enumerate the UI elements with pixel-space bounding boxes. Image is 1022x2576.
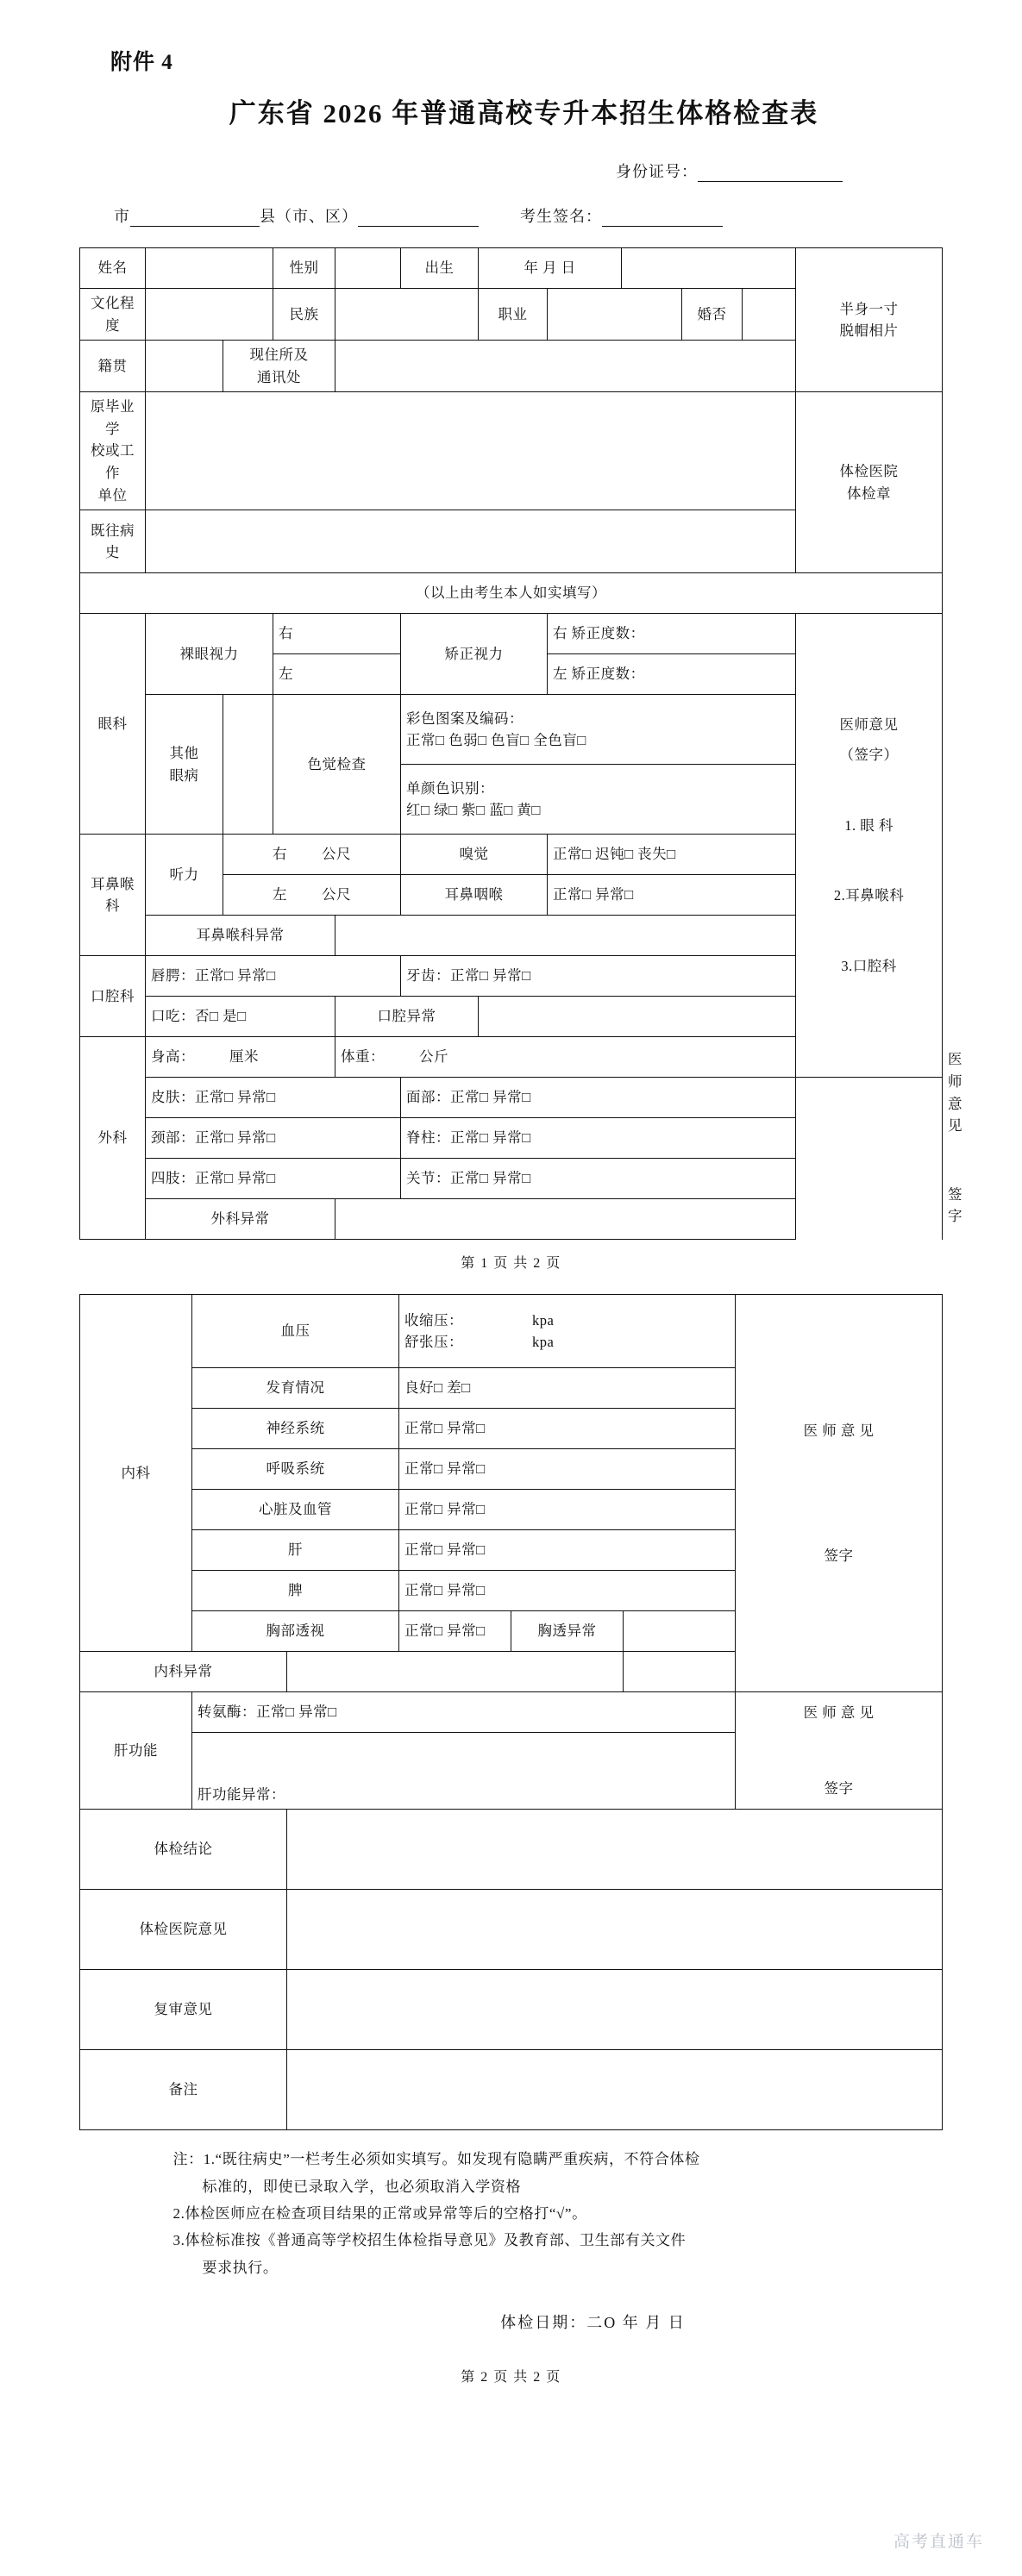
hospital-opinion-field[interactable] [287,1890,943,1970]
internal-signature[interactable]: 签字 [824,1547,854,1565]
weight-cell[interactable] [335,1037,795,1078]
doctor-opinion-liver [736,1692,943,1810]
note-line-3: 2.体检医师应在检查项目结果的正常或异常等后的空格打“√”。 [172,2204,587,2222]
skin-options[interactable]: 皮肤：正常□ 异常□ [145,1078,400,1118]
occupation-field[interactable] [547,289,681,341]
doctor-opinion-title: 医师意见 [839,716,899,733]
history-field[interactable] [145,510,795,573]
nation-label: 民族 [273,289,335,341]
other-eye-label-line1: 其他 [169,745,199,761]
table-row-review-opinion [80,1970,943,2050]
single-color-label: 单颜色识别： [405,779,494,797]
systolic-unit: kpa [532,1311,555,1329]
systolic-label: 收缩压： [404,1311,463,1329]
chest-label: 胸部透视 [192,1611,399,1652]
liver-opinion-title: 医 师 意 见 [803,1704,875,1721]
naked-vision-label: 裸眼视力 [145,614,273,695]
diastolic-unit: kpa [532,1334,555,1351]
development-options[interactable]: 良好□ 差□ [399,1368,736,1409]
education-label: 文化程度 [79,289,145,341]
table-row-name [79,248,942,289]
table-row-surgery-height: 外科 身高： 厘米 体重： 公斤 医师意见 签字 [79,1037,942,1078]
gender-field[interactable] [335,248,400,289]
limbs-options[interactable]: 四肢：正常□ 异常□ [145,1159,400,1199]
internal-abnormal-field[interactable] [287,1652,624,1692]
lip-palate-options[interactable]: 唇腭：正常□ 异常□ [145,956,400,997]
respiratory-options[interactable]: 正常□ 异常□ [399,1449,736,1490]
candidate-signature-label: 考生签名： [520,208,602,225]
id-number-line [52,159,970,182]
page-title: 广东省 2026 年普通高校专升本招生体格检查表 [229,98,819,128]
surgery-dept-label: 外科 [79,1037,145,1240]
oral-abnormal-field[interactable] [478,997,795,1037]
watermark: 高考直通车 [893,2533,984,2551]
development-label: 发育情况 [192,1368,399,1409]
table-row-eye-naked-right [79,614,942,654]
doctor-opinion-item-oral[interactable]: 3.口腔科 [841,957,897,974]
spine-options[interactable]: 脊柱：正常□ 异常□ [400,1118,795,1159]
transaminase-options[interactable]: 转氨酶：正常□ 异常□ [192,1692,736,1733]
liver-options[interactable]: 正常□ 异常□ [399,1530,736,1571]
table-row-hospital-opinion [80,1890,943,1970]
notes-block [80,2146,943,2281]
doctor-opinion-eye-ent-oral [796,614,943,1078]
nation-field[interactable] [335,289,478,341]
exam-date-line[interactable]: 体检日期：二O 年 月 日 [500,2314,686,2332]
ent-dept-label: 耳鼻喉科 [79,835,145,956]
face-options[interactable]: 面部：正常□ 异常□ [400,1078,795,1118]
table-row-remarks [80,2050,943,2130]
joints-options[interactable]: 关节：正常□ 异常□ [400,1159,795,1199]
remarks-label: 备注 [80,2050,287,2130]
school-label-line1: 原毕业学 [90,398,135,437]
eye-dept-label: 眼科 [79,614,145,835]
page-footer-2: 第 2 页 共 2 页 [461,2370,561,2385]
birth-label: 出生 [400,248,478,289]
smell-label: 嗅觉 [400,835,547,875]
birth-ymd-label: 年 月 日 [478,248,621,289]
photo-label-line2: 脱帽相片 [839,322,899,340]
document-body [52,0,970,2385]
birth-field[interactable] [621,248,795,289]
history-label: 既往病史 [79,510,145,573]
height-label: 身高： [150,1048,195,1066]
self-fill-note: （以上由考生本人如实填写） [79,573,942,614]
doctor-opinion-internal [736,1295,943,1692]
table-row-blood-pressure [80,1295,943,1368]
table-row-exam-conclusion [80,1810,943,1890]
hearing-right[interactable] [223,835,400,875]
county-field[interactable] [358,209,479,227]
weight-label: 体重： [340,1048,385,1066]
single-color-options[interactable]: 红□ 绿□ 紫□ 蓝□ 黄□ [405,802,541,819]
ent-exam-label: 耳鼻咽喉 [400,875,547,916]
doctor-opinion-item-ent[interactable]: 2.耳鼻喉科 [833,887,905,904]
liver-signature[interactable]: 签字 [824,1779,854,1797]
medical-form-page2 [79,1294,943,2130]
height-cell[interactable] [145,1037,335,1078]
table-row-surgery-abnormal [79,1199,942,1240]
city-field[interactable] [130,209,260,227]
note-line-2: 标准的，即使已录取入学，也必须取消入学资格 [202,2178,522,2195]
hearing-right-label: 右 [272,846,287,863]
diastolic-label: 舒张压： [404,1334,463,1351]
heart-options[interactable]: 正常□ 异常□ [399,1490,736,1530]
stutter-options[interactable]: 口吃：否□ 是□ [145,997,335,1037]
address-field[interactable] [335,341,795,392]
neck-options[interactable]: 颈部：正常□ 异常□ [145,1118,400,1159]
exam-conclusion-label: 体检结论 [80,1810,287,1890]
exam-conclusion-field[interactable] [287,1810,943,1890]
table-row-self-fill-note [79,573,942,614]
single-color-cell [400,765,795,835]
hearing-left-unit: 公尺 [321,886,351,903]
remarks-field[interactable] [287,2050,943,2130]
marital-label: 婚否 [681,289,742,341]
blood-pressure-label: 血压 [192,1295,399,1368]
hearing-left[interactable] [223,875,400,916]
school-label-line3: 单位 [97,486,128,503]
height-unit: 厘米 [229,1048,259,1066]
note-line-5: 要求执行。 [202,2259,279,2276]
smell-options[interactable]: 正常□ 迟钝□ 丧失□ [547,835,795,875]
school-label [79,392,145,510]
hearing-left-label: 左 [272,886,287,903]
city-county-line [114,204,970,227]
color-pattern-options[interactable]: 正常□ 色弱□ 色盲□ 全色盲□ [405,732,586,749]
address-label-line2: 通讯处 [256,368,301,385]
id-number-field[interactable] [698,164,843,182]
teeth-options[interactable]: 牙齿：正常□ 异常□ [400,956,795,997]
county-label: 县（市、区） [260,208,358,225]
oral-dept-label: 口腔科 [79,956,145,1037]
respiratory-label: 呼吸系统 [192,1449,399,1490]
liver-abnormal-field[interactable]: 肝功能异常： [192,1733,736,1810]
address-label [223,341,335,392]
name-field[interactable] [145,248,273,289]
internal-opinion-title: 医 师 意 见 [803,1422,875,1439]
liver-label: 肝 [192,1530,399,1571]
education-field[interactable] [145,289,273,341]
systolic-row [404,1310,730,1332]
corrected-vision-right[interactable]: 右 矫正度数： [547,614,795,654]
internal-dept-label: 内科 [80,1295,192,1652]
ent-exam-options[interactable]: 正常□ 异常□ [547,875,795,916]
ent-abnormal-label: 耳鼻喉科异常 [145,916,335,956]
weight-unit: 公斤 [418,1048,448,1066]
stamp-label-line2: 体检章 [847,485,891,502]
color-vision-test-label: 色觉检查 [273,695,400,835]
blood-pressure-values[interactable] [399,1295,736,1368]
hospital-stamp-area [796,392,943,573]
chest-abnormal-field[interactable] [624,1611,736,1652]
medical-form-page1 [79,247,962,1240]
color-pattern-cell [400,695,795,765]
note-line-4: 3.体检标准按《普通高等学校招生体检指导意见》及教育部、卫生部有关文件 [172,2232,687,2249]
other-eye-disease-field[interactable] [223,695,273,835]
school-field[interactable] [145,392,795,510]
corrected-vision-label: 矫正视力 [400,614,547,695]
photo-label-line1: 半身一寸 [839,300,899,317]
ent-abnormal-field[interactable] [335,916,795,956]
hearing-right-unit: 公尺 [321,846,351,863]
diastolic-row [404,1331,730,1354]
doctor-opinion-item-eye[interactable]: 1. 眼 科 [844,816,893,834]
note-line-1: 注：1.“既往病史”一栏考生必须如实填写。如发现有隐瞒严重疾病，不符合体检 [172,2151,700,2168]
doctor-opinion-subtitle: （签字） [839,747,899,764]
naked-vision-right-label: 右 [273,614,400,654]
hospital-opinion-label: 体检医院意见 [80,1890,287,1970]
spleen-options[interactable]: 正常□ 异常□ [399,1571,736,1611]
spleen-label: 脾 [192,1571,399,1611]
heart-label: 心脏及血管 [192,1490,399,1530]
table-row-transaminase [80,1692,943,1733]
school-label-line2: 校或工作 [90,442,135,481]
gender-label: 性别 [273,248,335,289]
internal-abnormal-label: 内科异常 [80,1652,287,1692]
other-eye-disease-label [145,695,223,835]
chest-abnormal-label: 胸透异常 [511,1611,624,1652]
naked-vision-left-label: 左 [273,654,400,695]
nervous-options[interactable]: 正常□ 异常□ [399,1409,736,1449]
page-footer-1: 第 1 页 共 2 页 [461,1256,561,1272]
review-opinion-field[interactable] [287,1970,943,2050]
table-row-school [79,392,942,510]
table-row-surgery-skin [79,1078,942,1118]
native-place-field[interactable] [145,341,223,392]
candidate-signature-field[interactable] [602,209,723,227]
hearing-label: 听力 [145,835,223,916]
other-eye-label-line2: 眼病 [169,766,199,784]
oral-abnormal-label: 口腔异常 [335,997,478,1037]
attachment-label: 附件 4 [110,51,173,74]
table-row-surgery-limbs [79,1159,942,1199]
stamp-label-line1: 体检医院 [839,463,899,480]
address-label-line1: 现住所及 [249,347,309,364]
table-row-education [79,289,942,341]
table-row-surgery-neck [79,1118,942,1159]
chest-options[interactable]: 正常□ 异常□ [399,1611,511,1652]
surgery-abnormal-label: 外科异常 [145,1199,335,1240]
liver-function-dept-label: 肝功能 [80,1692,192,1810]
occupation-label: 职业 [478,289,547,341]
corrected-vision-left[interactable]: 左 矫正度数： [547,654,795,695]
surgery-abnormal-field[interactable] [335,1199,795,1240]
native-place-label: 籍贯 [79,341,145,392]
review-opinion-label: 复审意见 [80,1970,287,2050]
nervous-label: 神经系统 [192,1409,399,1449]
id-number-label: 身份证号： [616,163,698,180]
color-pattern-label: 彩色图案及编码： [405,710,524,727]
name-label: 姓名 [79,248,145,289]
city-label: 市 [114,208,130,225]
